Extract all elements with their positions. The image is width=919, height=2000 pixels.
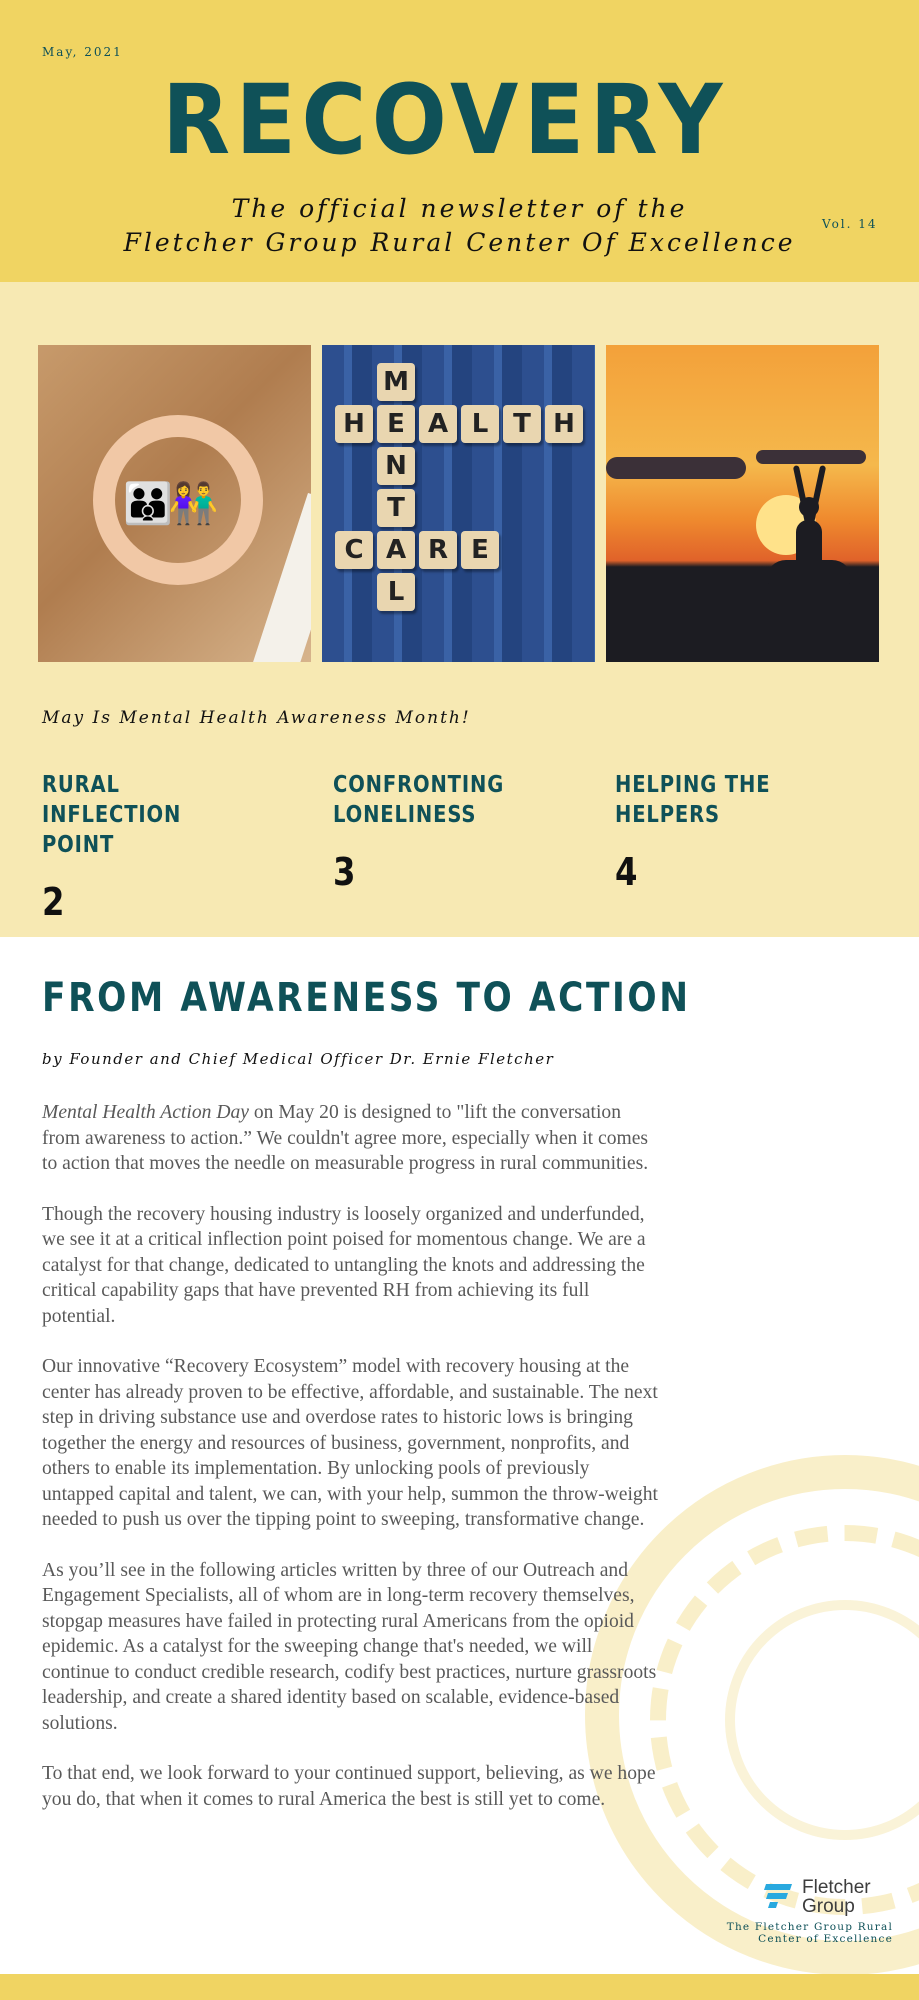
article-byline: by Founder and Chief Medical Officer Dr. Ernie Fletcher — [42, 1050, 555, 1068]
letter-tile: H — [545, 405, 583, 443]
letter-tile: H — [335, 405, 373, 443]
logo-line-2: Group — [802, 1896, 855, 1917]
article-paragraph: Our innovative “Recovery Ecosystem” model with recovery housing at the center has already proven to be effective, affordable, and sustainable. The next step in driving substance use and overdose rates to historic lows is bringing together the energy and resources of business, government, nonprofits, and others to enable its implementation. By unlocking pools of previously untapped capital and talent, we can, with your help, summon the throw-weight needed to push us over the tipping point to sweeping, transformative change. — [42, 1356, 658, 1530]
article-paragraph: To that end, we look forward to your continued support, believing, as we hope you do, that when it comes to rural America the best is still yet to come. — [42, 1763, 656, 1810]
toc-page-number: 2 — [42, 880, 65, 924]
tagline-line-2: Center of Excellence — [758, 1933, 893, 1945]
issue-date: May, 2021 — [42, 45, 123, 59]
article-paragraph: Though the recovery housing industry is loosely organized and underfunded, we see it at a critical inflection point poised for momentous change. We are a catalyst for that change, dedicated to untangling the knots and addressing the critical capability gaps that have prevented RH from achieving its full potential. — [42, 1203, 646, 1327]
letter-tile: A — [377, 531, 415, 569]
logo-line-1: Fletcher — [802, 1877, 871, 1898]
toc-item-confronting-loneliness[interactable] — [333, 770, 583, 894]
toc-page-number: 3 — [333, 850, 356, 894]
awareness-heading: May Is Mental Health Awareness Month! — [42, 708, 471, 728]
article-paragraph — [42, 1100, 660, 1177]
letter-tile: E — [461, 531, 499, 569]
toc-title: HELPING THE HELPERS — [615, 772, 771, 828]
letter-tile: E — [377, 405, 415, 443]
newsletter-subtitle — [0, 192, 919, 260]
tagline-line-1: The Fletcher Group Rural — [726, 1921, 893, 1933]
logo-tagline — [690, 1921, 893, 1945]
letter-tile: L — [377, 573, 415, 611]
letter-tile: R — [419, 531, 457, 569]
fletcher-group-logo — [764, 1877, 914, 1917]
article-text: on May 20 is designed to "lift the conversation from awareness to action.” We couldn't agree more, especially when it comes to action that moves the needle on measurable progress in rural communities. — [42, 1102, 649, 1174]
letter-tile: M — [377, 363, 415, 401]
letter-tile: A — [419, 405, 457, 443]
photo-hands-family — [38, 345, 311, 662]
subtitle-line-1: The official newsletter of the — [231, 194, 688, 223]
article-title: FROM AWARENESS TO ACTION — [42, 975, 691, 1021]
letter-tile: C — [335, 531, 373, 569]
cloud-shape — [606, 457, 746, 479]
photo-mental-health-tiles — [322, 345, 595, 662]
logo-mark-icon — [764, 1882, 794, 1908]
cloud-shape-small — [756, 450, 866, 464]
toc-title: CONFRONTING LONELINESS — [333, 772, 505, 828]
letter-tile: T — [377, 489, 415, 527]
logo-wordmark — [802, 1878, 871, 1916]
footer-bar — [0, 1974, 919, 2000]
yoga-legs — [766, 560, 852, 584]
article-body — [42, 1100, 660, 1837]
toc-page-number: 4 — [615, 850, 638, 894]
article-paragraph: As you’ll see in the following articles written by three of our Outreach and Engagement Specialists, all of whom are in long-term recovery themselves, stopgap measures have failed in protecting rural Americans from the opioid epidemic. As a catalyst for the sweeping change that's needed, we will continue to conduct credible research, codify best practices, nurture grassroots leadership, and create a shared identity based on scalable, evidence-based solutions. — [42, 1559, 657, 1734]
letter-tile: L — [461, 405, 499, 443]
toc-title: RURAL INFLECTION POINT — [42, 772, 182, 858]
letter-tile: T — [503, 405, 541, 443]
photo-sunset-yoga — [606, 345, 879, 662]
volume-number: Vol. 14 — [822, 217, 878, 231]
toc-item-rural-inflection[interactable] — [42, 770, 292, 924]
toc-item-helping-helpers[interactable] — [615, 770, 865, 894]
article-emphasis: Mental Health Action Day — [42, 1102, 249, 1123]
subtitle-line-2: Fletcher Group Rural Center Of Excellence — [123, 228, 796, 257]
newsletter-title: RECOVERY — [162, 64, 728, 176]
yoga-head — [799, 497, 819, 517]
letter-tile: N — [377, 447, 415, 485]
masthead — [0, 0, 919, 282]
paper-family-icon: 👪👫 — [123, 481, 215, 527]
